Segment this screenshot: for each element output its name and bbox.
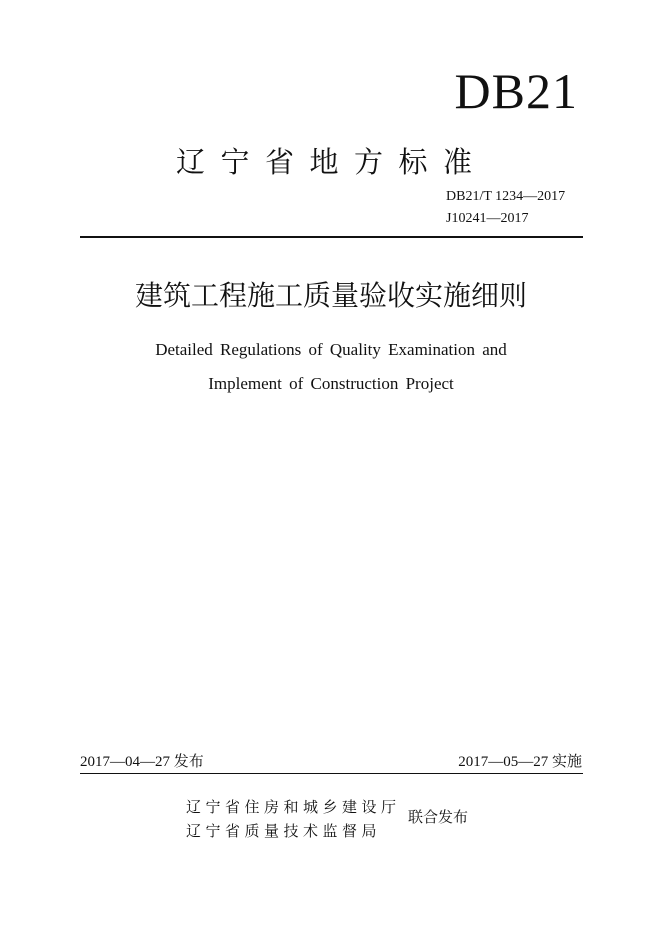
standard-code: DB21 xyxy=(454,63,578,119)
joint-release-label: 联合发布 xyxy=(408,808,469,826)
implementation-date: 2017—05—27 实施 xyxy=(458,754,582,770)
footer-divider xyxy=(80,773,583,774)
header-divider xyxy=(80,236,583,238)
issue-date: 2017—04—27 发布 xyxy=(80,754,204,770)
standard-number: DB21/T 1234—2017 xyxy=(446,189,566,204)
record-number: J10241—2017 xyxy=(446,211,529,226)
document-title-chinese: 建筑工程施工质量验收实施细则 xyxy=(134,279,527,312)
document-title-english-line-2: Implement of Construction Project xyxy=(208,374,454,393)
document-title-english-line-1: Detailed Regulations of Quality Examination and xyxy=(155,340,507,359)
issuer-housing-department: 辽宁省住房和城乡建设厅 xyxy=(186,798,401,816)
issuer-quality-bureau: 辽宁省质量技术监督局 xyxy=(186,822,382,840)
standard-level-title: 辽宁省地方标准 xyxy=(176,145,488,179)
